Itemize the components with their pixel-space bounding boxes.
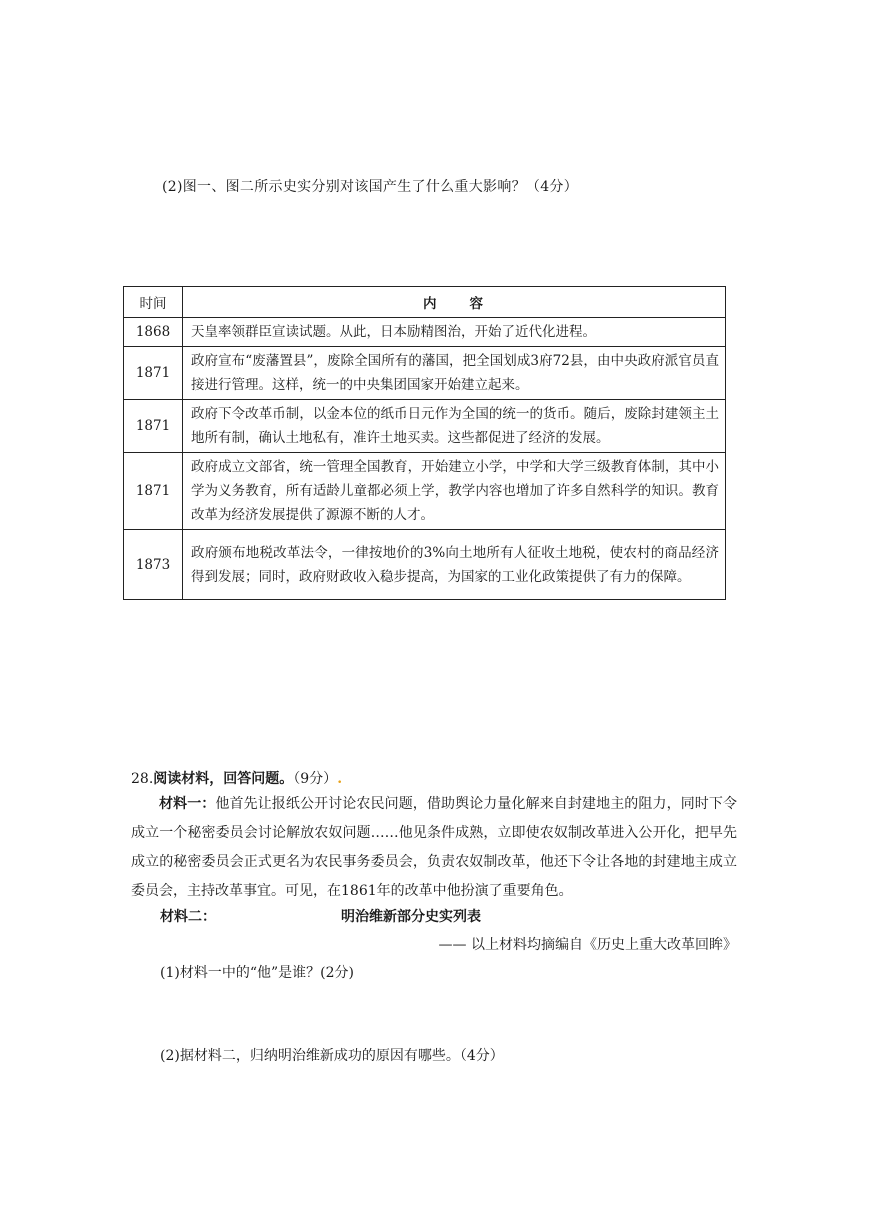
table-row <box>124 400 726 453</box>
table-row <box>124 453 726 530</box>
row-year: 1871 <box>124 400 183 453</box>
material-2-title: 明治维新部分史实列表 <box>341 909 481 925</box>
material-1-label: 材料一： <box>159 796 216 812</box>
table-header-row <box>124 287 726 318</box>
question-prev-sub2: (2)图一、图二所示史实分别对该国产生了什么重大影响？（4分） <box>162 179 579 195</box>
row-content: 天皇率领群臣宣读试题。从此，日本励精图治，开始了近代化进程。 <box>183 318 726 347</box>
question-score: （9分） <box>293 771 338 787</box>
decorative-dot: . <box>337 771 343 787</box>
row-content: 政府下令改革币制，以金本位的纸币日元作为全国的统一的货币。随后，废除封建领主土地所有制，确认土地私有，准许土地买卖。这些都促进了经济的发展。 <box>183 400 726 453</box>
material-1 <box>131 790 737 906</box>
table-row <box>124 530 726 600</box>
header-time: 时间 <box>124 287 183 318</box>
material-1-text: 他首先让报纸公开讨论农民问题，借助舆论力量化解来自封建地主的阻力，同时下令成立一个秘密委员会讨论解放农奴问题……他见条件成熟，立即使农奴制改革进入公开化，把早先成立的秘密委员会正式更名为农民事务委员会，负责农奴制改革，他还下令让各地的封建地主成立委员会，主持改革事宜。可见，在1861年的改革中他扮演了重要角色。 <box>131 796 738 899</box>
row-year: 1871 <box>124 453 183 530</box>
row-year: 1871 <box>124 347 183 400</box>
row-content: 政府颁布地税改革法令，一律按地价的3%向土地所有人征收土地税，使农村的商品经济得到发展；同时，政府财政收入稳步提高，为国家的工业化政策提供了有力的保障。 <box>183 530 726 600</box>
question-28-sub1: (1)材料一中的“他”是谁？(2分) <box>160 965 354 981</box>
table-row <box>124 347 726 400</box>
header-content: 内 容 <box>183 287 726 318</box>
question-28-heading <box>131 768 342 788</box>
question-number: 28. <box>131 771 154 787</box>
table-row <box>124 318 726 347</box>
row-year: 1873 <box>124 530 183 600</box>
question-title: 阅读材料，回答问题。 <box>153 771 294 787</box>
question-28-sub2: (2)据材料二，归纳明治维新成功的原因有哪些。（4分） <box>160 1048 504 1064</box>
source-citation: —— 以上材料均摘编自《历史上重大改革回眸》 <box>438 937 737 953</box>
row-content: 政府宣布“废藩置县”，废除全国所有的藩国，把全国划成3府72县，由中央政府派官员直接进行管理。这样，统一的中央集团国家开始建立起来。 <box>183 347 726 400</box>
meiji-history-table <box>123 286 726 600</box>
material-2-label: 材料二： <box>160 909 216 925</box>
row-content: 政府成立文部省，统一管理全国教育，开始建立小学，中学和大学三级教育体制，其中小学为义务教育，所有适龄儿童都必须上学，教学内容也增加了许多自然科学的知识。教育改革为经济发展提供了源源不断的人才。 <box>183 453 726 530</box>
row-year: 1868 <box>124 318 183 347</box>
